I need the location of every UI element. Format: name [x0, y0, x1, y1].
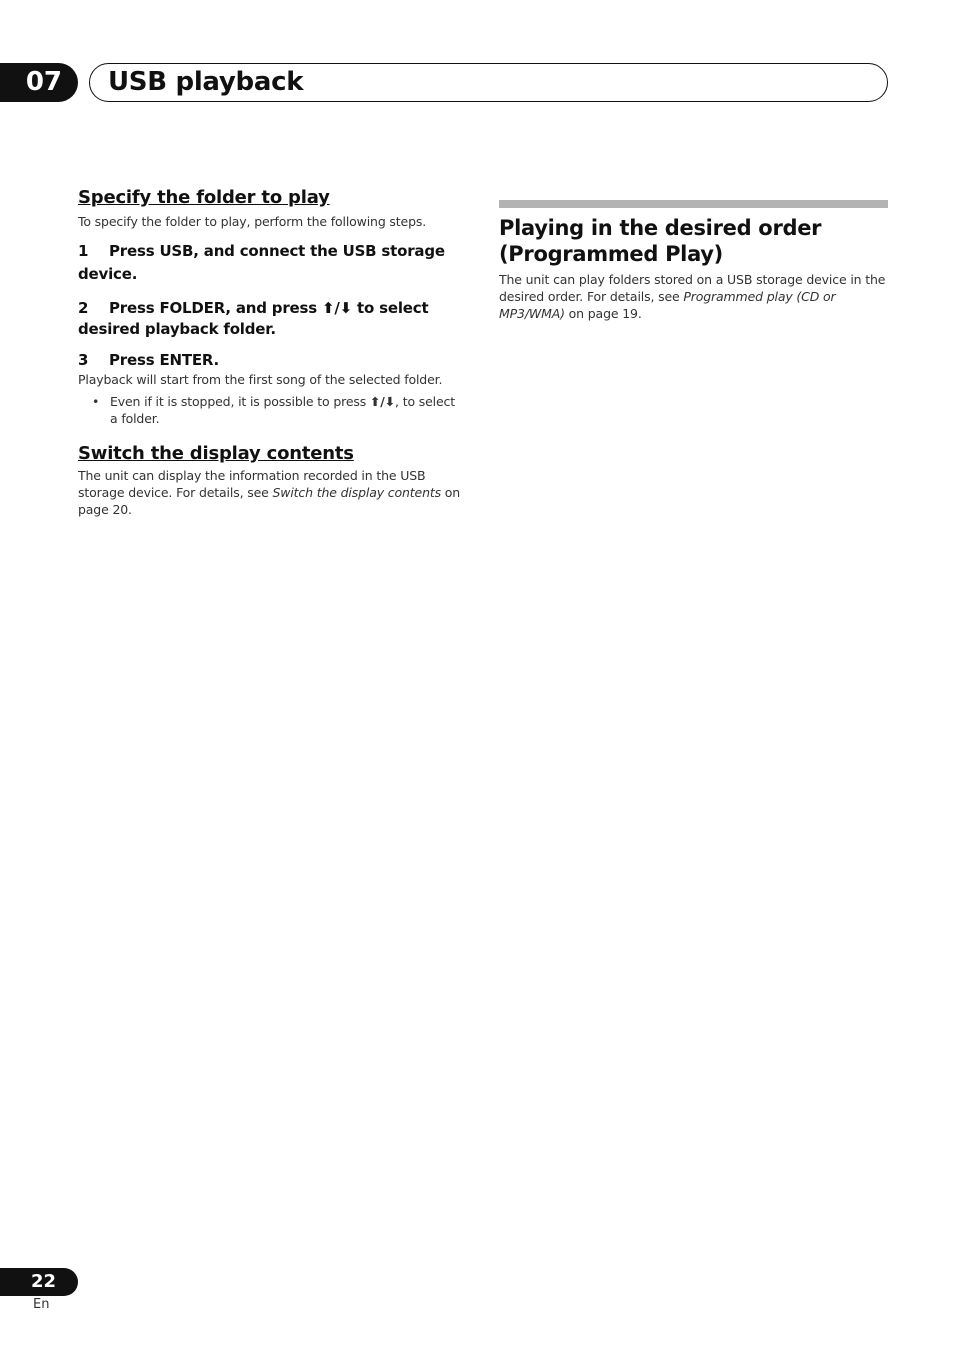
specify-folder-section — [78, 186, 466, 427]
step-2-number: 2 — [78, 299, 89, 317]
bullet-text-post: , to select a folder. — [110, 394, 456, 426]
programmed-play-heading: Playing in the desired order (Programmed Play) — [499, 216, 822, 266]
up-down-arrow-icon: ⬆/⬇ — [322, 299, 353, 317]
switch-display-text-post: on page 20. — [78, 485, 461, 517]
bullet-note — [78, 393, 466, 427]
bullet-text-pre: Even if it is stopped, it is possible to press — [110, 394, 370, 409]
step-3 — [78, 350, 466, 371]
switch-display-heading: Switch the display contents — [78, 443, 354, 464]
left-column — [78, 186, 466, 518]
programmed-play-text-post: on page 19. — [564, 306, 642, 321]
section-divider-bar — [499, 200, 888, 208]
switch-display-reference: Switch the display contents — [272, 485, 441, 500]
programmed-play-section — [499, 215, 888, 322]
step-3-note: Playback will start from the first song of the selected folder. — [78, 372, 443, 387]
chapter-title-box — [89, 63, 888, 102]
step-2-text-post: to select desired playback folder. — [78, 299, 429, 338]
step-1-number: 1 — [78, 242, 89, 260]
programmed-play-reference: Programmed play (CD or MP3/WMA) — [499, 289, 836, 321]
chapter-title: USB playback — [108, 67, 304, 97]
right-column — [499, 200, 888, 322]
step-1 — [78, 240, 466, 286]
programmed-play-text — [499, 271, 888, 322]
step-3-number: 3 — [78, 351, 89, 369]
switch-display-text — [78, 467, 466, 518]
step-3-text: Press ENTER. — [109, 351, 220, 369]
chapter-number-tab: 07 — [0, 63, 78, 102]
step-1-text: Press USB, and connect the USB storage device. — [78, 242, 445, 283]
page-number-tab: 22 — [0, 1268, 78, 1296]
specify-folder-intro: To specify the folder to play, perform the following steps. — [78, 214, 427, 229]
switch-display-text-pre: The unit can display the information recorded in the USB storage device. For details, see — [78, 468, 426, 500]
step-2 — [78, 298, 466, 340]
step-2-text-pre: Press FOLDER, and press — [109, 299, 322, 317]
bullet-dot: • — [92, 394, 100, 409]
up-down-arrow-icon: ⬆/⬇ — [369, 394, 396, 409]
language-label: En — [33, 1297, 50, 1312]
specify-folder-heading: Specify the folder to play — [78, 187, 330, 208]
switch-display-section — [78, 442, 466, 518]
programmed-play-text-pre: The unit can play folders stored on a USB storage device in the desired order. For details, see — [499, 272, 886, 304]
